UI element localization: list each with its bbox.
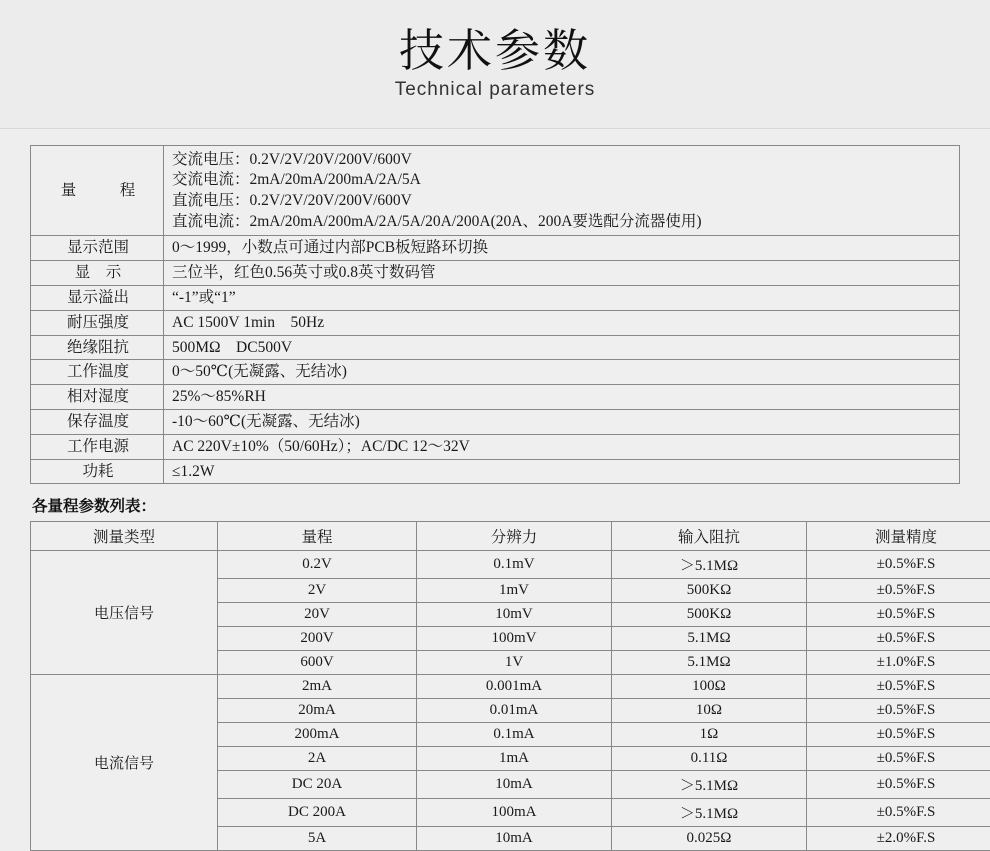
resolution-value: 1mV	[417, 579, 612, 603]
table-header-row	[31, 522, 990, 551]
measurement-type-current: 电流信号	[31, 675, 218, 851]
range-value: 200V	[218, 627, 417, 651]
ranges-table-body	[31, 551, 990, 851]
spec-value-line: 交流电压：0.2V/2V/20V/200V/600V	[172, 150, 412, 168]
accuracy-value: ±0.5%F.S	[807, 747, 990, 771]
range-value: 20V	[218, 603, 417, 627]
page-title: 技术参数	[398, 25, 591, 77]
spec-label: 显示范围	[31, 236, 164, 261]
column-header-impedance: 输入阻抗	[612, 522, 807, 551]
page-header	[0, 0, 990, 129]
impedance-value: 0.11Ω	[612, 747, 807, 771]
column-header-range: 量程	[218, 522, 417, 551]
impedance-value: ＞5.1MΩ	[612, 771, 807, 799]
spec-label: 工作电源	[31, 434, 164, 459]
accuracy-value: ±0.5%F.S	[807, 799, 990, 827]
impedance-value: 1Ω	[612, 723, 807, 747]
table-row	[31, 360, 960, 385]
spec-value-line: 交流电流：2mA/20mA/200mA/2A/5A	[172, 171, 421, 189]
resolution-value: 10mV	[417, 603, 612, 627]
resolution-value: 10mA	[417, 827, 612, 851]
table-row	[31, 675, 990, 699]
specification-table	[30, 145, 960, 484]
range-value: 200mA	[218, 723, 417, 747]
impedance-value: 500KΩ	[612, 603, 807, 627]
spec-label: 相对湿度	[31, 385, 164, 410]
range-value: 2A	[218, 747, 417, 771]
resolution-value: 1mA	[417, 747, 612, 771]
accuracy-value: ±0.5%F.S	[807, 603, 990, 627]
ranges-table	[30, 521, 990, 851]
impedance-value: ＞5.1MΩ	[612, 551, 807, 579]
spec-label: 耐压强度	[31, 310, 164, 335]
spec-value: 三位半，红色0.56英寸或0.8英寸数码管	[164, 261, 960, 286]
column-header-type: 测量类型	[31, 522, 218, 551]
spec-label: 功耗	[31, 459, 164, 484]
column-header-accuracy: 测量精度	[807, 522, 990, 551]
column-header-resolution: 分辨力	[417, 522, 612, 551]
range-value: 0.2V	[218, 551, 417, 579]
table-row	[31, 409, 960, 434]
table-row	[31, 459, 960, 484]
resolution-value: 100mV	[417, 627, 612, 651]
specification-table-body	[31, 146, 960, 484]
accuracy-value: ±0.5%F.S	[807, 675, 990, 699]
ranges-table-head	[31, 522, 990, 551]
impedance-value: 0.025Ω	[612, 827, 807, 851]
spec-label: 量 程	[31, 146, 164, 236]
impedance-value: 10Ω	[612, 699, 807, 723]
spec-label: 保存温度	[31, 409, 164, 434]
spec-value: 0～50℃(无凝露、无结冰)	[164, 360, 960, 385]
ranges-heading: 各量程参数列表：	[32, 498, 157, 516]
accuracy-value: ±0.5%F.S	[807, 699, 990, 723]
spec-label: 显 示	[31, 261, 164, 286]
resolution-value: 0.01mA	[417, 699, 612, 723]
resolution-value: 1V	[417, 651, 612, 675]
spec-value: 25%～85%RH	[164, 385, 960, 410]
spec-value: AC 220V±10%（50/60Hz）；AC/DC 12～32V	[164, 434, 960, 459]
accuracy-value: ±0.5%F.S	[807, 551, 990, 579]
range-value: 2mA	[218, 675, 417, 699]
resolution-value: 0.001mA	[417, 675, 612, 699]
impedance-value: 5.1MΩ	[612, 651, 807, 675]
impedance-value: 5.1MΩ	[612, 627, 807, 651]
accuracy-value: ±0.5%F.S	[807, 627, 990, 651]
accuracy-value: ±0.5%F.S	[807, 771, 990, 799]
accuracy-value: ±0.5%F.S	[807, 723, 990, 747]
resolution-value: 10mA	[417, 771, 612, 799]
impedance-value: 100Ω	[612, 675, 807, 699]
accuracy-value: ±1.0%F.S	[807, 651, 990, 675]
spec-value: ≤1.2W	[164, 459, 960, 484]
measurement-type-voltage: 电压信号	[31, 551, 218, 675]
spec-value-line: 直流电流：2mA/20mA/200mA/2A/5A/20A/200A(20A、200A要选配分流器使用)	[172, 212, 702, 230]
table-row	[31, 285, 960, 310]
spec-value	[164, 146, 960, 236]
resolution-value: 0.1mA	[417, 723, 612, 747]
spec-label: 工作温度	[31, 360, 164, 385]
table-row	[31, 146, 960, 236]
table-row	[31, 261, 960, 286]
spec-value: AC 1500V 1min 50Hz	[164, 310, 960, 335]
spec-value: -10～60℃(无凝露、无结冰)	[164, 409, 960, 434]
table-row	[31, 385, 960, 410]
table-row	[31, 310, 960, 335]
spec-value: “-1”或“1”	[164, 285, 960, 310]
resolution-value: 0.1mV	[417, 551, 612, 579]
range-value: 20mA	[218, 699, 417, 723]
range-value: DC 200A	[218, 799, 417, 827]
impedance-value: 500KΩ	[612, 579, 807, 603]
spec-label: 显示溢出	[31, 285, 164, 310]
table-row	[31, 236, 960, 261]
table-row	[31, 335, 960, 360]
spec-value: 0～1999，小数点可通过内部PCB板短路环切换	[164, 236, 960, 261]
impedance-value: ＞5.1MΩ	[612, 799, 807, 827]
range-value: 600V	[218, 651, 417, 675]
spec-value: 500MΩ DC500V	[164, 335, 960, 360]
accuracy-value: ±0.5%F.S	[807, 579, 990, 603]
accuracy-value: ±2.0%F.S	[807, 827, 990, 851]
table-row	[31, 434, 960, 459]
range-value: 2V	[218, 579, 417, 603]
range-value: DC 20A	[218, 771, 417, 799]
spec-value-line: 直流电压：0.2V/2V/20V/200V/600V	[172, 192, 412, 210]
page-subtitle: Technical parameters	[394, 78, 596, 100]
resolution-value: 100mA	[417, 799, 612, 827]
range-value: 5A	[218, 827, 417, 851]
content-area	[0, 129, 990, 851]
spec-label: 绝缘阻抗	[31, 335, 164, 360]
table-row	[31, 551, 990, 579]
